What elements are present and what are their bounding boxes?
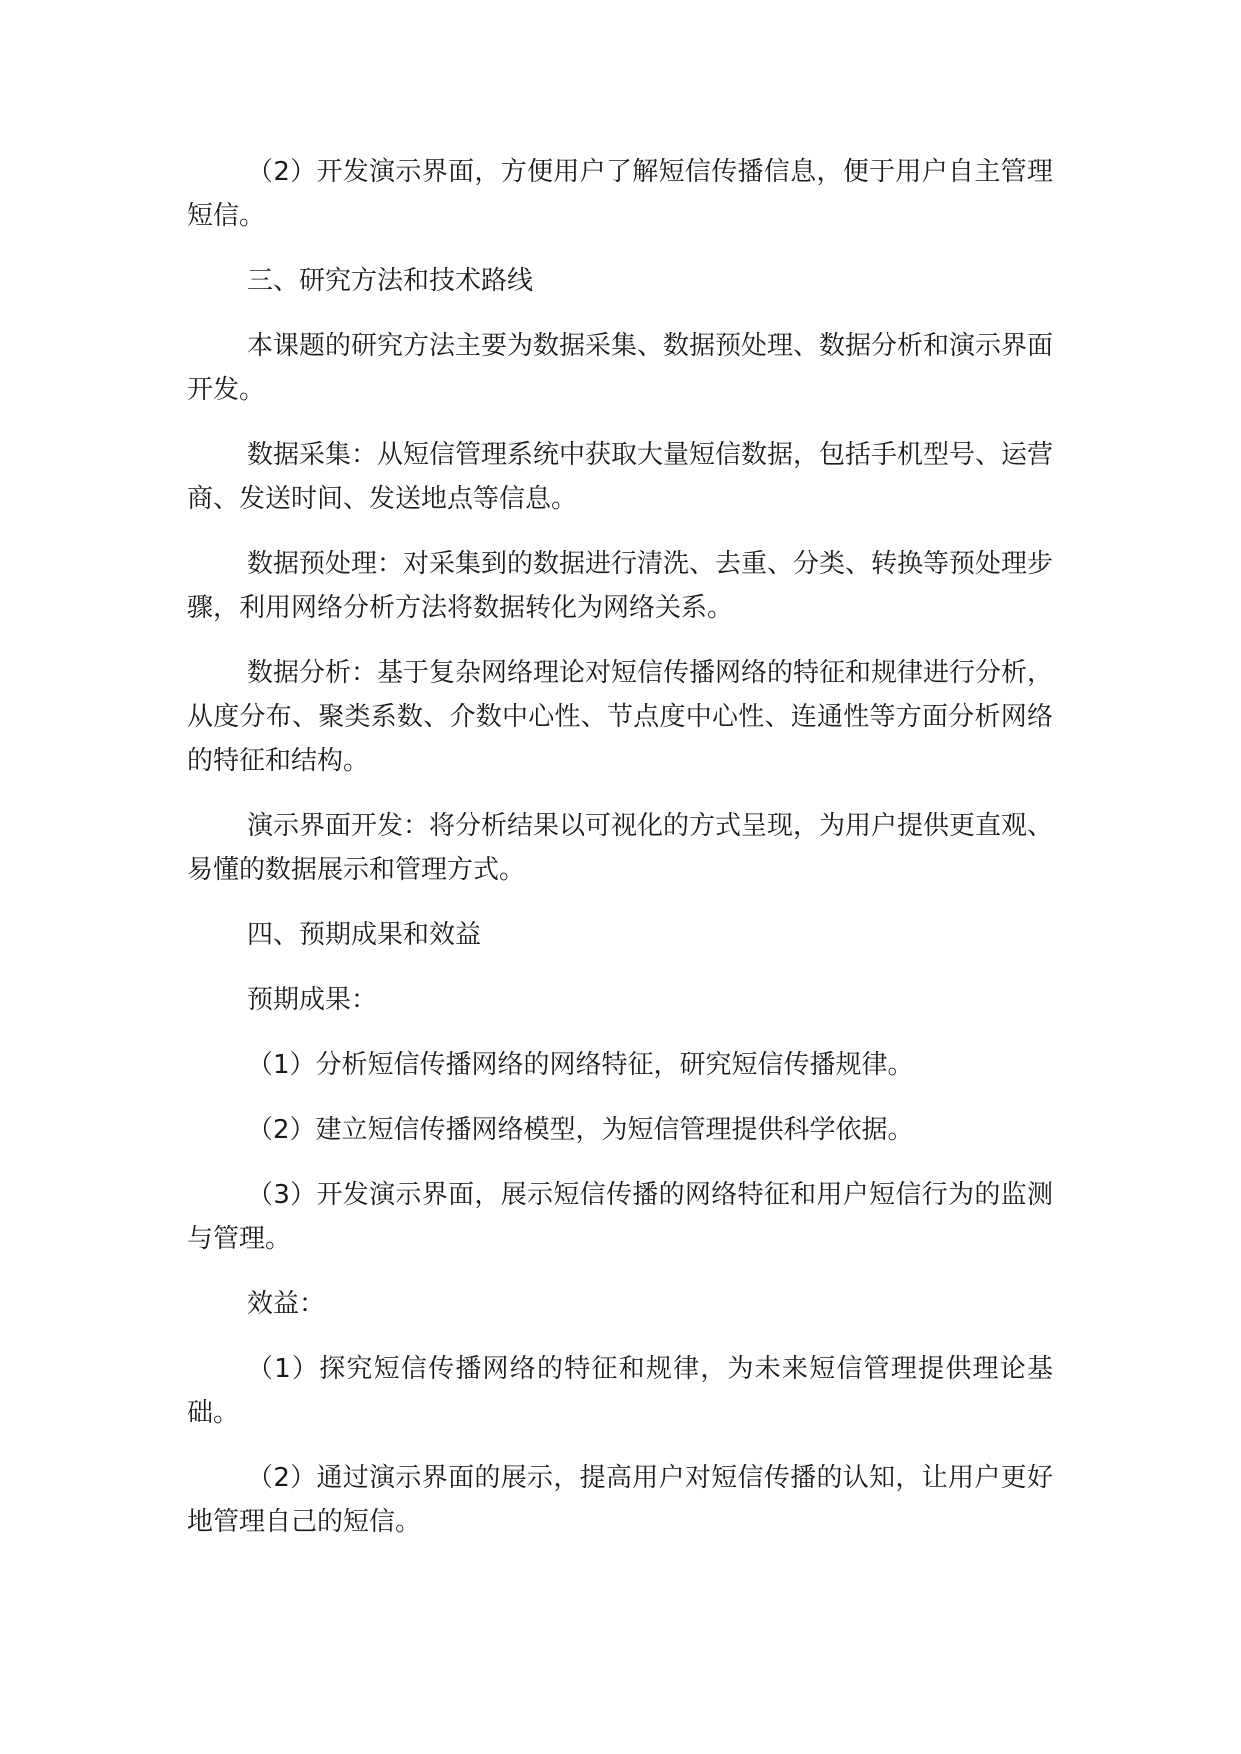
section-heading-methods: 三、研究方法和技术路线	[247, 266, 534, 296]
document-body	[187, 150, 1053, 1565]
paragraph-data-collection: 数据采集：从短信管理系统中获取大量短信数据，包括手机型号、运营商、发送时间、发送地点等信息。	[187, 440, 1054, 514]
paragraph-benefit-2: （2）通过演示界面的展示，提高用户对短信传播的认知，让用户更好地管理自己的短信。	[187, 1463, 1053, 1537]
paragraph-goal-2: （2）开发演示界面，方便用户了解短信传播信息，便于用户自主管理短信。	[187, 157, 1053, 231]
paragraph-result-2: （2）建立短信传播网络模型，为短信管理提供科学依据。	[247, 1115, 914, 1145]
section-heading-outcomes: 四、预期成果和效益	[247, 920, 482, 950]
paragraph-methods-intro: 本课题的研究方法主要为数据采集、数据预处理、数据分析和演示界面开发。	[187, 331, 1054, 405]
paragraph-expected-results-label: 预期成果：	[247, 985, 378, 1015]
paragraph-result-1: （1）分析短信传播网络的网络特征，研究短信传播规律。	[247, 1050, 914, 1080]
paragraph-result-3: （3）开发演示界面，展示短信传播的网络特征和用户短信行为的监测与管理。	[187, 1180, 1053, 1254]
paragraph-benefits-label: 效益：	[247, 1289, 326, 1319]
paragraph-ui-development: 演示界面开发：将分析结果以可视化的方式呈现，为用户提供更直观、易懂的数据展示和管理方式。	[187, 811, 1054, 885]
paragraph-data-analysis: 数据分析：基于复杂网络理论对短信传播网络的特征和规律进行分析，从度分布、聚类系数、介数中心性、节点度中心性、连通性等方面分析网络的特征和结构。	[187, 658, 1054, 776]
paragraph-data-preprocessing: 数据预处理：对采集到的数据进行清洗、去重、分类、转换等预处理步骤，利用网络分析方法将数据转化为网络关系。	[187, 549, 1054, 623]
paragraph-benefit-1: （1）探究短信传播网络的特征和规律，为未来短信管理提供理论基础。	[187, 1354, 1053, 1428]
